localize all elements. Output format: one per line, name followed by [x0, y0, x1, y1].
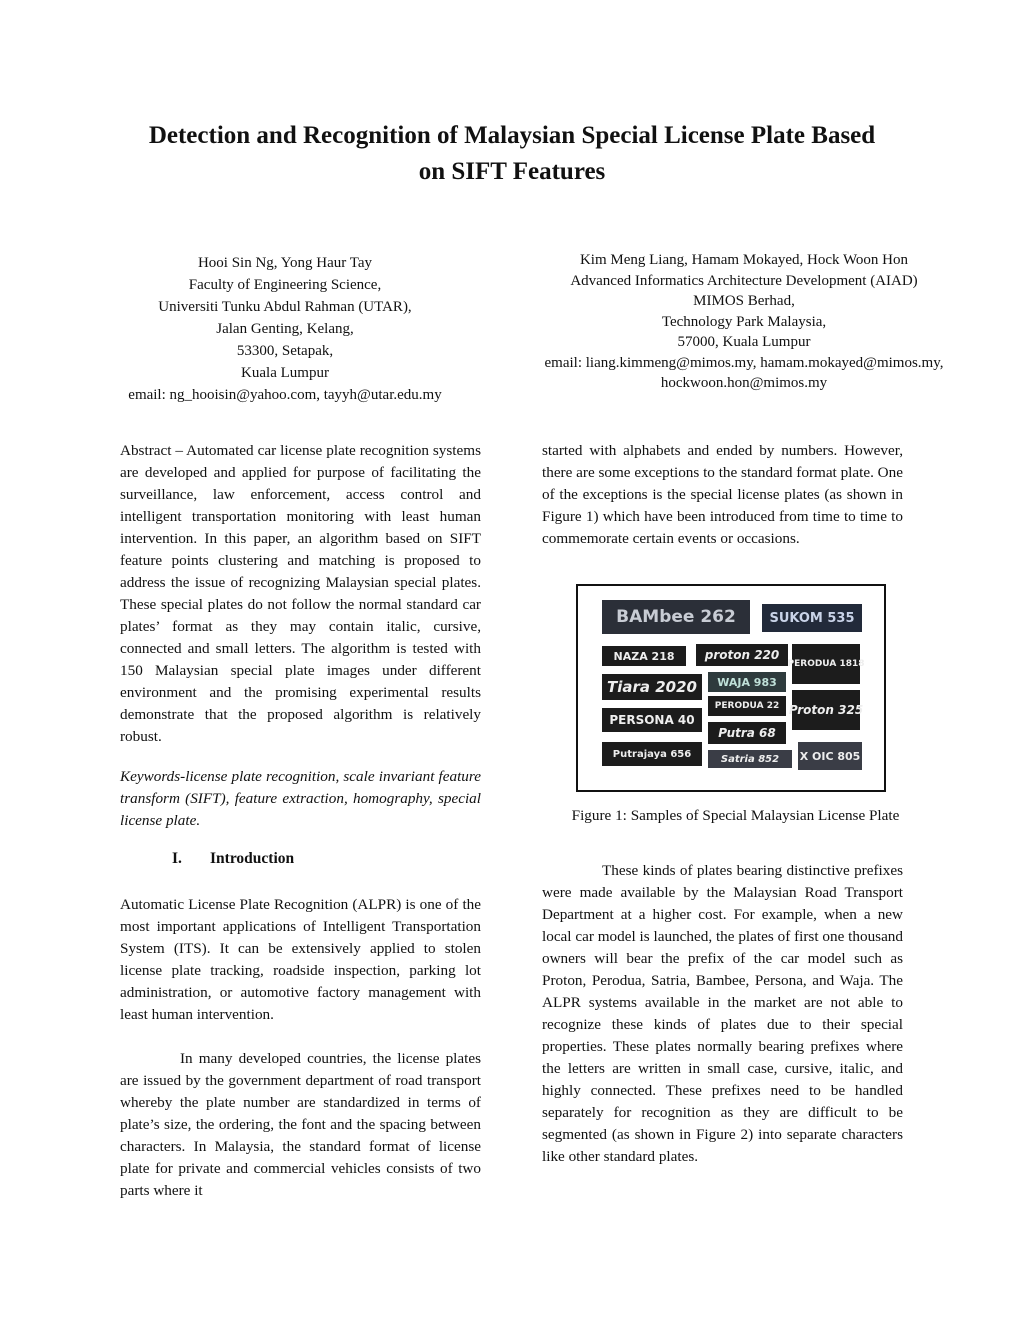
section-title: Introduction [210, 850, 295, 867]
plate-image: Proton 325 [792, 690, 860, 730]
plate-image: BAMbee 262 [602, 600, 750, 634]
author-address: 53300, Setapak, [236, 343, 334, 359]
section-number: I. [172, 850, 182, 867]
author-email: email: ng_hooisin@yahoo.com, tayyh@utar.edu.my [128, 387, 442, 403]
figure-caption: Figure 1: Samples of Special Malaysian License Plate [571, 807, 900, 824]
plate-image: Satria 852 [708, 750, 792, 768]
plate-image: X OIC 805 [798, 742, 862, 770]
title-line-1: Detection and Recognition of Malaysian Special License Plate Based [148, 122, 876, 149]
paper-title [60, 118, 964, 190]
author-block-right [505, 250, 983, 394]
author-affiliation: Faculty of Engineering Science, [188, 277, 382, 293]
plate-image: Tiara 2020 [602, 674, 702, 700]
author-email: hockwoon.hon@mimos.my [660, 375, 828, 391]
plate-image: proton 220 [696, 644, 788, 666]
figure-license-plates [576, 584, 886, 792]
section-heading [172, 850, 294, 868]
plate-image: PERSONA 40 [602, 708, 702, 732]
author-address: Jalan Genting, Kelang, [216, 321, 354, 337]
keywords-text: Keywords-license plate recognition, scale invariant feature transform (SIFT), feature extraction, homography, special license plate. [120, 768, 481, 829]
plate-image: WAJA 983 [708, 672, 786, 692]
plate-image: Putra 68 [708, 722, 786, 744]
right-paragraph-1 [542, 440, 903, 550]
keywords [120, 766, 481, 832]
title-line-2: on SIFT Features [418, 158, 606, 185]
paragraph-text: started with alphabets and ended by numbers. However, there are some exceptions to the standard format plate. One of the exceptions is the special license plates (as shown in Figure 1) which have been introduced from time to time to commemorate certain events or occasions. [542, 442, 903, 547]
author-block-left [60, 252, 510, 406]
plate-image: NAZA 218 [602, 646, 686, 666]
author-address: 57000, Kuala Lumpur [677, 334, 811, 350]
intro-paragraph-1 [120, 894, 481, 1026]
author-names: Hooi Sin Ng, Yong Haur Tay [197, 255, 373, 271]
author-address: Kuala Lumpur [241, 365, 329, 381]
plate-image: PERODUA 22 [708, 696, 786, 716]
plate-image: SUKOM 535 [762, 604, 862, 632]
abstract-text: Abstract – Automated car license plate recognition systems are developed and applied for purpose of facilitating the surveillance, law enforcement, access control and intelligent transportation monitoring with least human intervention. In this paper, an algorithm based on SIFT feature points clustering and matching is proposed to address the issue of recognizing Malaysian special plates. These special plates do not follow the normal standard car plates’ format as they may contain italic, cursive, connected and small letters. The algorithm is tested with 150 Malaysian special plate images under different environment and the promising experimental results demonstrate that the proposed algorithm is relatively robust. [120, 442, 481, 745]
author-affiliation: Advanced Informatics Architecture Development (AIAD) [570, 272, 918, 289]
author-email: email: liang.kimmeng@mimos.my, hamam.mokayed@mimos.my, [544, 354, 944, 371]
intro-paragraph-2 [120, 1048, 481, 1202]
plate-image: Putrajaya 656 [602, 742, 702, 766]
paragraph-text: In many developed countries, the license plates are issued by the government department of road transport whereby the plate number are standardized in terms of plate’s size, the ordering, the font and the spacing between characters. In Malaysia, the standard format of license plate for private and commercial vehicles consists of two parts where it [120, 1050, 481, 1199]
plate-image: PERODUA 1818 [792, 644, 860, 684]
author-address: Technology Park Malaysia, [661, 313, 827, 330]
right-paragraph-2 [542, 860, 903, 1168]
author-affiliation: MIMOS Berhad, [693, 293, 795, 309]
author-affiliation: Universiti Tunku Abdul Rahman (UTAR), [158, 299, 412, 315]
paragraph-text: These kinds of plates bearing distinctive prefixes were made available by the Malaysian Road Transport Department at a higher cost. For example, when a new local car model is launched, the plates of first one thousand owners will bear the prefix of the car model such as Proton, Perodua, Satria, Bambee, Persona, and Waja. The ALPR systems available in the market are not able to recognize these kinds of plates due to their special properties. These plates normally bearing prefixes where the letters are written in small case, cursive, italic, and highly connected. These prefixes need to be handled separately for recognition as they are difficult to be segmented (as shown in Figure 2) into separate characters like other standard plates. [542, 862, 903, 1165]
author-names: Kim Meng Liang, Hamam Mokayed, Hock Woon Hon [579, 252, 909, 268]
abstract [120, 440, 481, 748]
paragraph-text: Automatic License Plate Recognition (ALPR) is one of the most important applications of Intelligent Transportation System (ITS). It can be extensively applied to stolen license plate tracking, roadside inspection, parking lot administration, or automotive factory management with least human intervention. [120, 896, 481, 1023]
